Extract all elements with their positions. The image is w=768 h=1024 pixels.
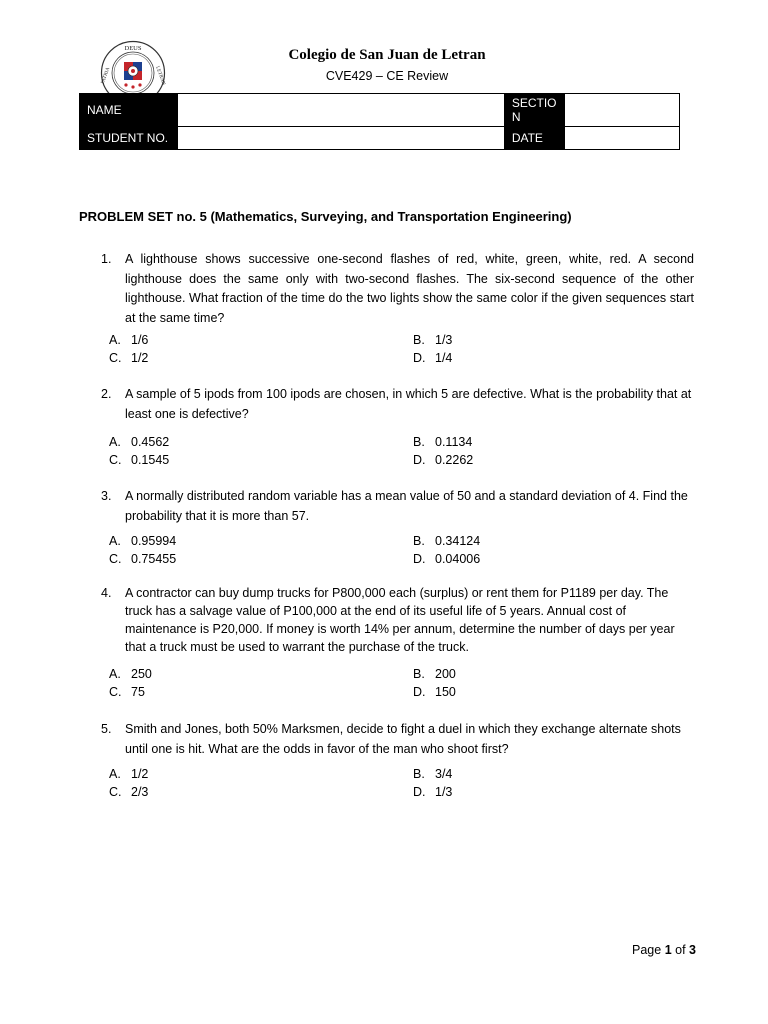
option-letter: A. <box>109 667 121 681</box>
student-no-field[interactable] <box>177 127 504 150</box>
option-value: 0.75455 <box>131 552 177 566</box>
option-letter: D. <box>413 785 426 799</box>
option-b[interactable] <box>413 665 456 683</box>
page-number <box>632 943 696 957</box>
section-label-line1: SECTIO <box>511 96 557 110</box>
option-value: 0.1134 <box>435 435 473 449</box>
option-c[interactable] <box>109 683 145 701</box>
option-c[interactable] <box>109 550 176 568</box>
option-c[interactable] <box>109 783 148 801</box>
question-3 <box>101 487 694 526</box>
option-letter: B. <box>413 667 425 681</box>
option-value: 1/6 <box>131 333 149 347</box>
option-value: 200 <box>435 667 456 681</box>
option-value: 0.04006 <box>435 552 481 566</box>
seal-text-right: LETRAN <box>154 65 166 86</box>
student-info-table <box>79 93 680 150</box>
option-value: 1/2 <box>131 351 149 365</box>
option-value: 150 <box>435 685 456 699</box>
option-letter: C. <box>109 453 122 467</box>
seal-text-left: PATRIA <box>100 66 112 85</box>
seal-text-top: DEUS <box>124 45 142 52</box>
name-field[interactable] <box>177 94 504 127</box>
option-d[interactable] <box>413 783 452 801</box>
option-d[interactable] <box>413 451 473 469</box>
option-value: 2/3 <box>131 785 149 799</box>
option-a[interactable] <box>109 765 148 783</box>
option-letter: D. <box>413 351 426 365</box>
date-label: DATE <box>504 127 564 150</box>
option-value: 0.1545 <box>131 453 170 467</box>
option-value: 1/3 <box>435 333 453 347</box>
option-value: 250 <box>131 667 152 681</box>
option-letter: B. <box>413 333 425 347</box>
question-text: A sample of 5 ipods from 100 ipods are chosen, in which 5 are defective. What is the probability that at least one is defective? <box>125 387 692 421</box>
question-number: 1. <box>101 252 112 266</box>
option-value: 0.95994 <box>131 534 177 548</box>
date-field[interactable] <box>565 127 680 150</box>
option-letter: C. <box>109 785 122 799</box>
option-letter: A. <box>109 767 121 781</box>
option-letter: C. <box>109 351 122 365</box>
problem-set-title: PROBLEM SET no. 5 (Mathematics, Surveying, and Transportation Engineering) <box>79 209 572 224</box>
option-letter: C. <box>109 685 122 699</box>
option-letter: D. <box>413 552 426 566</box>
section-field[interactable] <box>565 94 680 127</box>
option-letter: B. <box>413 435 425 449</box>
question-number: 4. <box>101 586 112 600</box>
option-letter: A. <box>109 333 121 347</box>
name-label: NAME <box>80 94 178 127</box>
option-letter: B. <box>413 534 425 548</box>
option-c[interactable] <box>109 451 169 469</box>
option-b[interactable] <box>413 532 480 550</box>
option-a[interactable] <box>109 665 152 683</box>
option-letter: D. <box>413 453 426 467</box>
option-value: 1/3 <box>435 785 453 799</box>
option-c[interactable] <box>109 349 148 367</box>
page-word: Page <box>632 943 662 957</box>
option-d[interactable] <box>413 683 456 701</box>
option-letter: B. <box>413 767 425 781</box>
option-value: 3/4 <box>435 767 453 781</box>
section-label <box>504 94 564 127</box>
option-letter: D. <box>413 685 426 699</box>
option-value: 1/2 <box>131 767 149 781</box>
section-label-line2: N <box>511 110 521 124</box>
total-pages: 3 <box>689 943 696 957</box>
question-text: Smith and Jones, both 50% Marksmen, decide to fight a duel in which they exchange alternate shots until one is hit. What are the odds in favor of the man who shoot first? <box>125 722 681 756</box>
current-page: 1 <box>664 943 672 957</box>
question-number: 5. <box>101 722 112 736</box>
option-value: 1/4 <box>435 351 453 365</box>
question-text: A normally distributed random variable has a mean value of 50 and a standard deviation of 4. Find the probability that it is more than 57. <box>125 489 688 523</box>
of-word: of <box>675 943 686 957</box>
question-number: 3. <box>101 489 112 503</box>
question-4 <box>101 584 694 656</box>
question-2 <box>101 385 694 424</box>
option-letter: C. <box>109 552 122 566</box>
option-value: 0.34124 <box>435 534 481 548</box>
option-b[interactable] <box>413 433 472 451</box>
school-name: Colegio de San Juan de Letran <box>288 47 486 63</box>
option-b[interactable] <box>413 331 452 349</box>
option-a[interactable] <box>109 433 169 451</box>
student-no-label: STUDENT NO. <box>80 127 178 150</box>
question-number: 2. <box>101 387 112 401</box>
question-5 <box>101 720 694 759</box>
course-title: CVE429 – CE Review <box>325 69 449 83</box>
option-a[interactable] <box>109 331 148 349</box>
option-d[interactable] <box>413 550 480 568</box>
option-value: 75 <box>131 685 145 699</box>
question-1 <box>101 250 694 328</box>
option-d[interactable] <box>413 349 452 367</box>
question-text: A lighthouse shows successive one-second flashes of red, white, green, white, red. A second lighthouse does the same only with two-second flashes. The six-second sequence of the other lighthouse. What fraction of the time do the two lights show the same color if the given sequences start at the same time? <box>125 252 694 325</box>
option-b[interactable] <box>413 765 452 783</box>
option-value: 0.2262 <box>435 453 474 467</box>
option-letter: A. <box>109 435 121 449</box>
question-text: A contractor can buy dump trucks for P800,000 each (surplus) or rent them for P1189 per day. The truck has a salvage value of P100,000 at the end of its useful life of 5 years. Annual cost of maintenance is P20,000. If money is worth 14% per annum, determine the number of days per year that a truck must be used to warrant the purchase of the truck. <box>125 586 675 654</box>
option-letter: A. <box>109 534 121 548</box>
option-value: 0.4562 <box>131 435 170 449</box>
option-a[interactable] <box>109 532 176 550</box>
